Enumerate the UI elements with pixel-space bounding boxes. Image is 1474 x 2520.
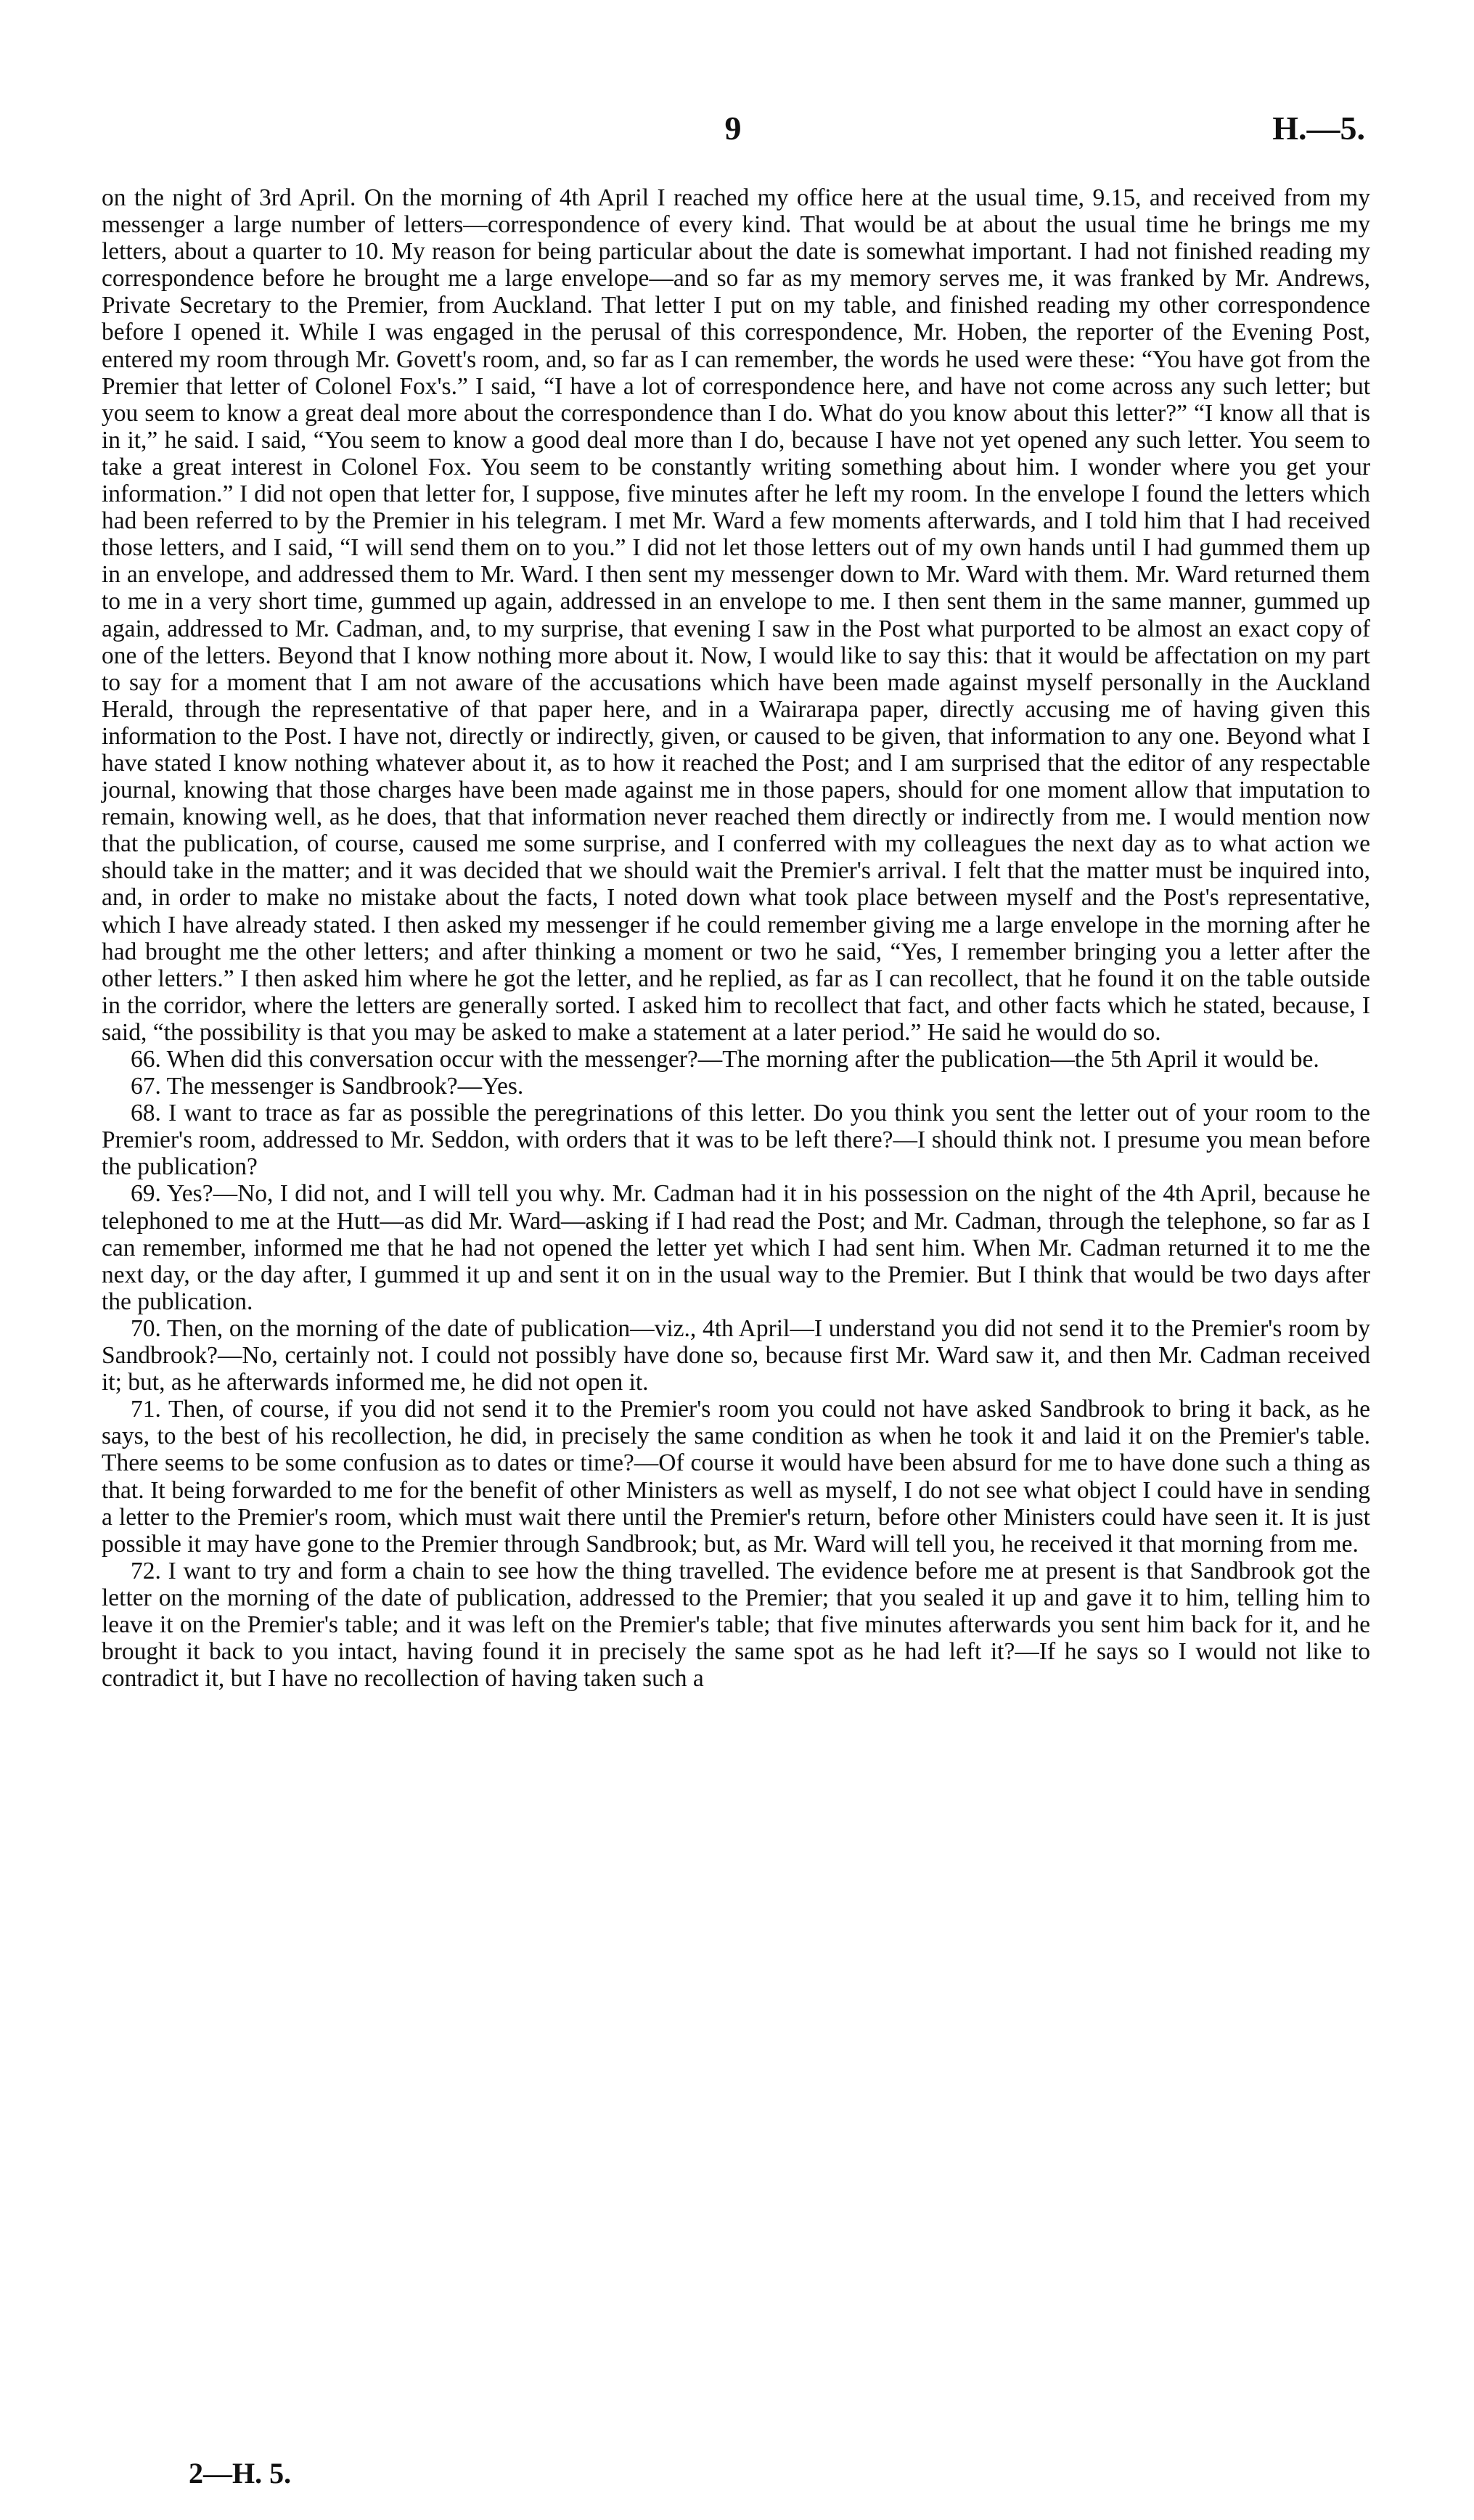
- document-code: H.—5.: [1272, 110, 1365, 147]
- signature-mark: 2—H. 5.: [189, 2457, 292, 2490]
- question-66: 66. When did this conversation occur with the messenger?—The morning after the publication—the 5th April it would be.: [131, 1046, 1319, 1073]
- question-70: 70. Then, on the morning of the date of publication—viz., 4th April—I understand you did not send it to the Premier's room by Sandbrook?—No, certainly not. I could not possibly have done so, because first Mr. Ward saw it, and then Mr. Cadman received it; but, as he afterwards informed me, he did not open it.: [102, 1314, 1370, 1396]
- question-68: 68. I want to trace as far as possible the peregrinations of this letter. Do you think you sent the letter out of your room to the Premier's room, addressed to Mr. Seddon, with orders that it was to be left there?—I should think not. I presume you mean before the publication?: [102, 1100, 1370, 1181]
- question-69: 69. Yes?—No, I did not, and I will tell you why. Mr. Cadman had it in his possession on the night of the 4th April, because he telephoned to me at the Hutt—as did Mr. Ward—asking if I had read the Post; and Mr. Cadman, through the telephone, so far as I can remember, informed me that he had not opened the letter yet which I had sent him. When Mr. Cadman returned it to me the next day, or the day after, I gummed it up and sent it on in the usual way to the Premier. But I think that would be two days after the publication.: [102, 1180, 1370, 1315]
- question-71: 71. Then, of course, if you did not send it to the Premier's room you could not have asked Sandbrook to bring it back, as he says, to the best of his recollection, he did, in precisely the same condition as when he took it and laid it on the Premier's table. There seems to be some confusion as to dates or time?—Of course it would have been absurd for me to have done such a thing as that. It being forwarded to me for the benefit of other Ministers as well as myself, I do not see what object I could have in sending a letter to the Premier's room, which must wait there until the Premier's return, before other Ministers could have seen it. It is just possible it may have gone to the Premier through Sandbrook; but, as Mr. Ward will tell you, he received it that morning from me.: [102, 1396, 1370, 1558]
- page-number: 9: [724, 110, 742, 147]
- question-67: 67. The messenger is Sandbrook?—Yes.: [131, 1073, 524, 1100]
- body-text: [102, 184, 1370, 1692]
- question-72: 72. I want to try and form a chain to see how the thing travelled. The evidence before me at present is that Sandbrook got the letter on the morning of the date of publication, addressed to the Premier; that you sealed it up and gave it to him, telling him to leave it on the Premier's table; and it was left on the Premier's table; that five minutes afterwards you sent him back for it, and he brought it back to you intact, having found it in precisely the same spot as he had left it?—If he says so I would not like to contradict it, but I have no recollection of having taken such a: [102, 1557, 1370, 1693]
- paragraph-continuation: on the night of 3rd April. On the morning of 4th April I reached my office here at the usual time, 9.15, and received from my messenger a large number of letters—correspondence of every kind. That would be at about the usual time he brings me my letters, about a quarter to 10. My reason for being particular about the date is somewhat important. I had not finished reading my correspondence before he brought me a large envelope—and so far as my memory serves me, it was franked by Mr. Andrews, Private Secretary to the Premier, from Auckland. That letter I put on my table, and finished reading my other correspondence before I opened it. While I was engaged in the perusal of this correspondence, Mr. Hoben, the reporter of the Evening Post, entered my room through Mr. Govett's room, and, so far as I can remember, the words he used were these: “You have got from the Premier that letter of Colonel Fox's.” I said, “I have a lot of correspondence here, and have not come across any such letter; but you seem to know a great deal more about the correspondence than I do. What do you know about this letter?” “I know all that is in it,” he said. I said, “You seem to know a good deal more than I do, because I have not yet opened any such letter. You seem to take a great interest in Colonel Fox. You seem to be constantly writing something about him. I wonder where you get your information.” I did not open that letter for, I suppose, five minutes after he left my room. In the envelope I found the letters which had been referred to by the Premier in his telegram. I met Mr. Ward a few moments afterwards, and I told him that I had received those letters, and I said, “I will send them on to you.” I did not let those letters out of my own hands until I had gummed them up in an envelope, and addressed them to Mr. Ward. I then sent my messenger down to Mr. Ward with them. Mr. Ward returned them to me in a very short time, gummed up again, addressed in an envelope to me. I then sent them in the same manner, gummed up again, addressed to Mr. Cadman, and, to my surprise, that evening I saw in the Post what purported to be almost an exact copy of one of the letters. Beyond that I know nothing more about it. Now, I would like to say this: that it would be affectation on my part to say for a moment that I am not aware of the accusations which have been made against myself personally in the Auckland Herald, through the representative of that paper here, and in a Wairarapa paper, directly accusing me of having given this information to the Post. I have not, directly or indirectly, given, or caused to be given, that information to any one. Beyond what I have stated I know nothing whatever about it, as to how it reached the Post; and I am surprised that the editor of any respectable journal, knowing that those charges have been made against me in those papers, should for one moment allow that imputation to remain, knowing well, as he does, that that information never reached them directly or indirectly from me. I would mention now that the publication, of course, caused me some surprise, and I conferred with my colleagues the next day as to what action we should take in the matter; and it was decided that we should wait the Premier's arrival. I felt that the matter must be inquired into, and, in order to make no mistake about the facts, I noted down what took place between myself and the Post's representative, which I have already stated. I then asked my messenger if he could remember giving me a large envelope in the morning after he had brought me the other letters; and after thinking a moment or two he said, “Yes, I remember bringing you a letter after the other letters.” I then asked him where he got the letter, and he replied, as far as I can recollect, that he found it on the table outside in the corridor, where the letters are generally sorted. I asked him to recollect that fact, and other facts which he stated, because, I said, “the possibility is that you may be asked to make a statement at a later period.” He said he would do so.: [102, 184, 1370, 1046]
